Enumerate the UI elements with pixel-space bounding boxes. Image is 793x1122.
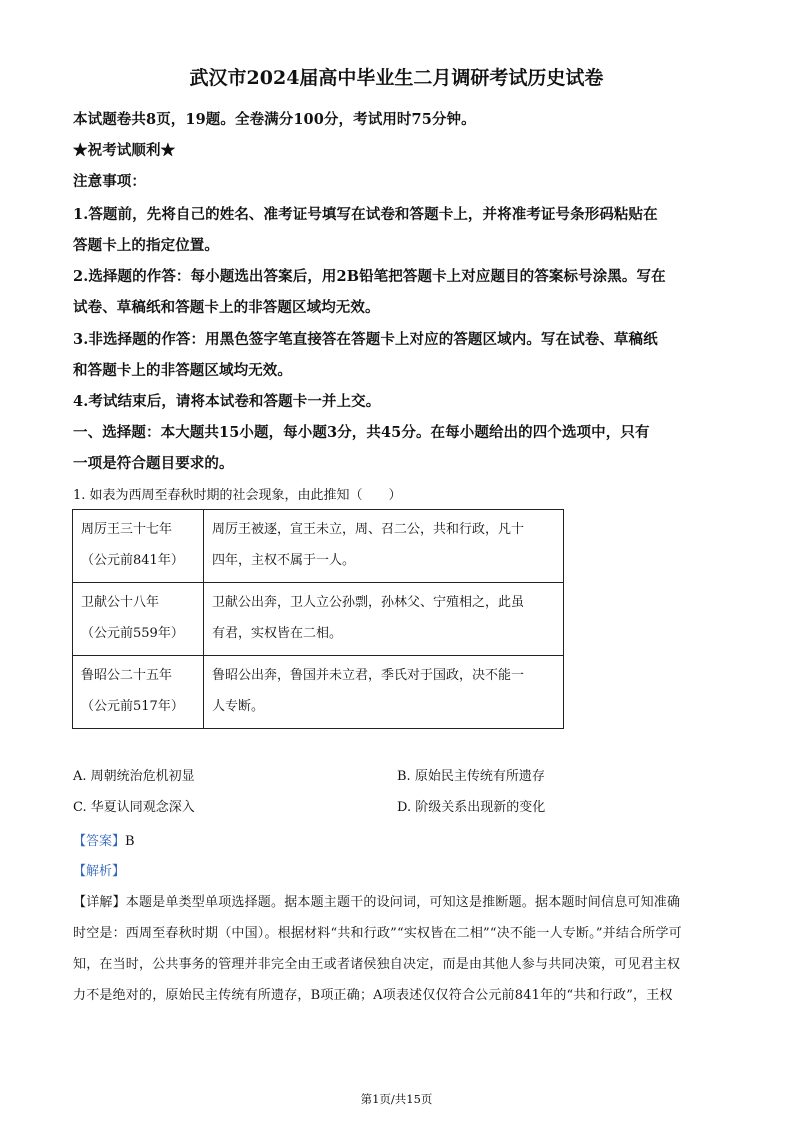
option-c: C. 华夏认同观念深入 — [73, 800, 195, 815]
detail-line: 时空是：西周至春秋时期（中国）。根据材料“共和行政”“实权皆在二相”“决不能一人专断。”并结合所学可 — [73, 926, 682, 941]
section-heading: 一、选择题：本大题共15小题，每小题3分，共45分。在每小题给出的四个选项中，只有 — [73, 424, 650, 441]
question-stem: 1. 如表为西周至春秋时期的社会现象，由此推知（ ） — [73, 488, 402, 503]
detail-line: 【详解】本题是单类型单项选择题。据本题主题干的设问词，可知这是推断题。据本题时间信息可知准确 — [73, 895, 681, 910]
notice-line: 4.考试结束后，请将本试卷和答题卡一并上交。 — [73, 393, 381, 410]
section-heading: 一项是符合题目要求的。 — [73, 455, 234, 472]
cell-line: 鲁昭公二十五年 — [81, 668, 173, 683]
option-a: A. 周朝统治危机初显 — [73, 769, 195, 784]
table-row — [73, 583, 564, 656]
cell-line: （公元前517年） — [81, 699, 184, 714]
notice-line: 和答题卡上的非答题区域均无效。 — [73, 362, 292, 379]
notice-line: 2.选择题的作答：每小题选出答案后，用2B铅笔把答题卡上对应题目的答案标号涂黑。写在 — [73, 268, 666, 285]
table-cell-time — [73, 510, 204, 583]
cell-line: 四年，主权不属于一人。 — [212, 553, 356, 568]
table-cell-event — [204, 510, 564, 583]
cell-line: （公元前559年） — [81, 626, 184, 641]
page-title: 武汉市2024届高中毕业生二月调研考试历史试卷 — [189, 67, 604, 89]
notice-heading: 注意事项： — [73, 173, 146, 190]
notice-line: 3.非选择题的作答：用黑色签字笔直接答在答题卡上对应的答题区域内。写在试卷、草稿纸 — [73, 331, 658, 348]
cell-line: 鲁昭公出奔，鲁国并未立君，季氏对于国政，决不能一 — [212, 668, 525, 683]
exam-wish: ★祝考试顺利★ — [73, 142, 176, 159]
exam-info: 本试题卷共8页，19题。全卷满分100分，考试用时75分钟。 — [73, 111, 476, 128]
table-cell-event — [204, 583, 564, 656]
cell-line: 卫献公十八年 — [81, 595, 160, 610]
table-row — [73, 510, 564, 583]
cell-line: 卫献公出奔，卫人立公孙剽，孙林父、宁殖相之，此虽 — [212, 595, 525, 610]
cell-line: 有君，实权皆在二相。 — [212, 626, 343, 641]
notice-line: 1.答题前，先将自己的姓名、准考证号填写在试卷和答题卡上，并将准考证号条形码粘贴在 — [73, 206, 658, 223]
cell-line: 周厉王被逐，宣王未立，周、召二公，共和行政，凡十 — [212, 522, 525, 537]
page-footer: 第1页/共15页 — [360, 1092, 433, 1106]
analysis-label: 【解析】 — [73, 864, 126, 879]
answer-label: 【答案】 — [73, 834, 126, 849]
cell-line: 周厉王三十七年 — [81, 522, 173, 537]
answer-line — [73, 830, 135, 849]
cell-line: （公元前841年） — [81, 553, 184, 568]
cell-line: 人专断。 — [212, 699, 265, 714]
answer-value: B — [125, 834, 135, 849]
table-cell-event — [204, 656, 564, 729]
detail-line: 知，在当时，公共事务的管理并非完全由王或者诸侯独自决定，而是由其他人参与共同决策，可见君主权 — [73, 957, 681, 972]
option-b: B. 原始民主传统有所遗存 — [397, 769, 545, 784]
detail-line: 力不是绝对的，原始民主传统有所遗存，B项正确；A项表述仅仅符合公元前841年的“共和行政”，王权 — [73, 988, 673, 1003]
notice-line: 试卷、草稿纸和答题卡上的非答题区域均无效。 — [73, 299, 380, 316]
history-table — [72, 509, 564, 729]
notice-line: 答题卡上的指定位置。 — [73, 237, 219, 254]
table-cell-time — [73, 656, 204, 729]
table-cell-time — [73, 583, 204, 656]
option-d: D. 阶级关系出现新的变化 — [397, 800, 546, 815]
table-row — [73, 656, 564, 729]
